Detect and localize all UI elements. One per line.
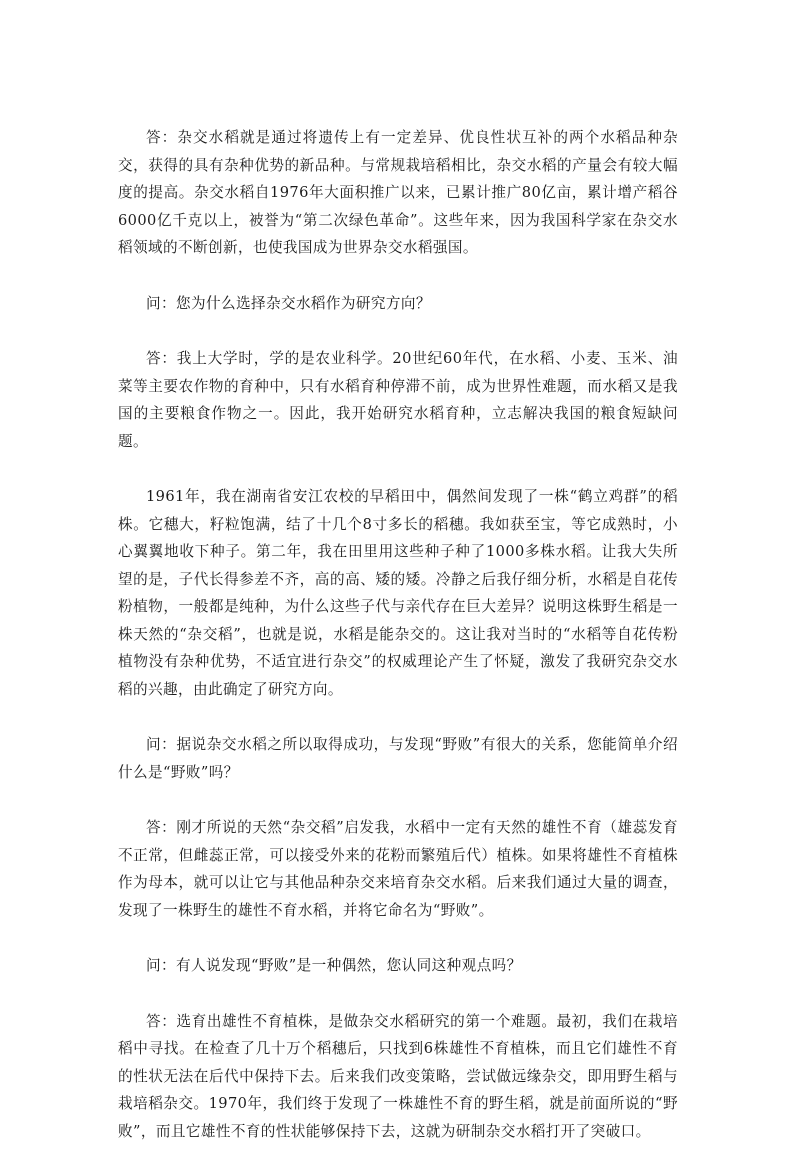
answer-paragraph-2-continued: 1961年，我在湖南省安江农校的早稻田中，偶然间发现了一株“鹤立鸡群”的稻株。它穗大，籽粒饱满，结了十几个8寸多长的稻穗。我如获至宝，等它成熟时，小心翼翼地收下种子。第二年，我在田里用这些种子种了1000多株水稻。让我大失所望的是，子代长得参差不齐，高的高、矮的矮。冷静之后我仔细分析，水稻是自花传粉植物，一般都是纯种，为什么这些子代与亲代存在巨大差异？说明这株野生稻是一株天然的“杂交稻”，也就是说，水稻是能杂交的。这让我对当时的“水稻等自花传粉植物没有杂种优势，不适宜进行杂交”的权威理论产生了怀疑，激发了我研究杂交水稻的兴趣，由此确定了研究方向。 [118, 488, 678, 698]
answer-paragraph-2: 答：我上大学时，学的是农业科学。20世纪60年代，在水稻、小麦、玉米、油菜等主要农作物的育种中，只有水稻育种停滞不前，成为世界性难题，而水稻又是我国的主要粮食作物之一。因此，我开始研究水稻育种，立志解决我国的粮食短缺问题。 [118, 350, 678, 450]
answer-paragraph-3: 答：刚才所说的天然“杂交稻”启发我，水稻中一定有天然的雄性不育（雄蕊发育不正常，但雌蕊正常，可以接受外来的花粉而繁殖后代）植株。如果将雄性不育植株作为母本，就可以让它与其他品种杂交来培育杂交水稻。后来我们通过大量的调查，发现了一株野生的雄性不育水稻，并将它命名为“野败”。 [118, 819, 678, 919]
answer-paragraph-1: 答：杂交水稻就是通过将遗传上有一定差异、优良性状互补的两个水稻品种杂交，获得的具有杂种优势的新品种。与常规栽培稻相比，杂交水稻的产量会有较大幅度的提高。杂交水稻自1976年大面积推广以来，已累计推广80亿亩，累计增产稻谷6000亿千克以上，被誉为“第二次绿色革命”。这些年来，因为我国科学家在杂交水稻领域的不断创新，也使我国成为世界杂交水稻强国。 [118, 129, 678, 256]
question-paragraph-1: 问：您为什么选择杂交水稻作为研究方向？ [146, 294, 431, 312]
answer-paragraph-4: 答：选育出雄性不育植株，是做杂交水稻研究的第一个难题。最初，我们在栽培稻中寻找。在检查了几十万个稻穗后，只找到6株雄性不育植株，而且它们雄性不育的性状无法在后代中保持下去。后来我们改变策略，尝试做远缘杂交，即用野生稻与栽培稻杂交。1970年，我们终于发现了一株雄性不育的野生稻，就是前面所说的“野败”，而且它雄性不育的性状能够保持下去，这就为研制杂交水稻打开了突破口。 [118, 1012, 678, 1140]
document-body [118, 124, 678, 1173]
question-paragraph-3: 问：有人说发现“野败”是一种偶然，您认同这种观点吗？ [146, 957, 522, 974]
question-paragraph-2: 问：据说杂交水稻之所以取得成功，与发现“野败”有很大的关系，您能简单介绍什么是“野败”吗？ [118, 736, 678, 781]
